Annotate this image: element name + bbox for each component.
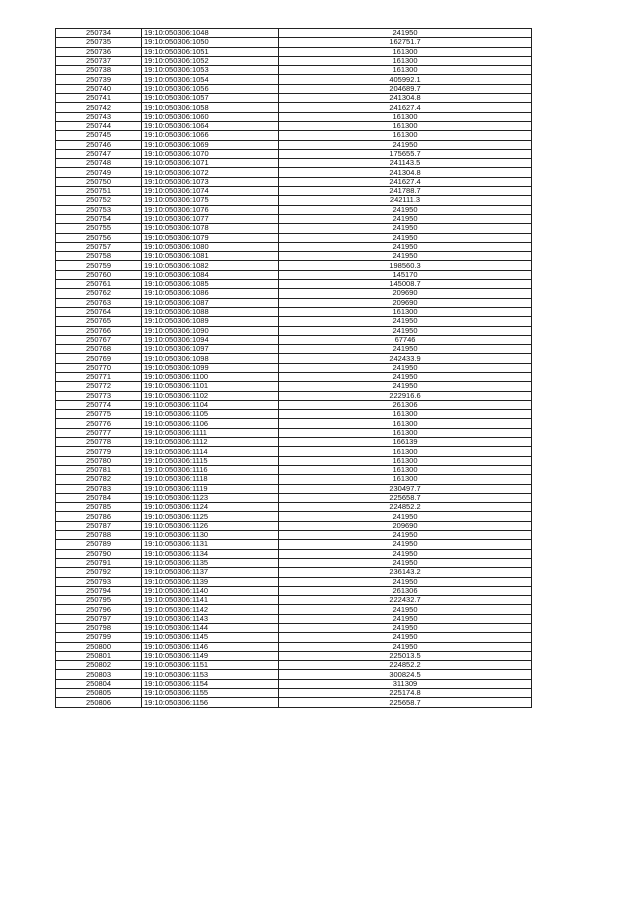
- cadastral-number-cell: 19:10:050306:1123: [142, 493, 279, 502]
- table-row: [56, 447, 532, 456]
- cadastral-number-cell: 19:10:050306:1077: [142, 214, 279, 223]
- value-cell: 161300: [279, 112, 532, 121]
- cadastral-number-cell: 19:10:050306:1142: [142, 605, 279, 614]
- row-number-cell: 250738: [56, 66, 142, 75]
- value-cell: 241950: [279, 382, 532, 391]
- table-row: [56, 335, 532, 344]
- value-cell: 241143.5: [279, 159, 532, 168]
- table-row: [56, 391, 532, 400]
- row-number-cell: 250773: [56, 391, 142, 400]
- cadastral-number-cell: 19:10:050306:1084: [142, 270, 279, 279]
- value-cell: 161300: [279, 419, 532, 428]
- table-row: [56, 624, 532, 633]
- table-row: [56, 121, 532, 130]
- value-cell: 161300: [279, 456, 532, 465]
- table-row: [56, 484, 532, 493]
- value-cell: 209690: [279, 521, 532, 530]
- row-number-cell: 250756: [56, 233, 142, 242]
- row-number-cell: 250772: [56, 382, 142, 391]
- cadastral-number-cell: 19:10:050306:1088: [142, 307, 279, 316]
- row-number-cell: 250745: [56, 131, 142, 140]
- cadastral-number-cell: 19:10:050306:1143: [142, 614, 279, 623]
- row-number-cell: 250769: [56, 354, 142, 363]
- value-cell: 161300: [279, 47, 532, 56]
- table-row: [56, 614, 532, 623]
- row-number-cell: 250802: [56, 661, 142, 670]
- table-row: [56, 205, 532, 214]
- value-cell: 241950: [279, 233, 532, 242]
- value-cell: 241950: [279, 29, 532, 38]
- cadastral-number-cell: 19:10:050306:1085: [142, 280, 279, 289]
- table-row: [56, 242, 532, 251]
- table-row: [56, 661, 532, 670]
- table-row: [56, 47, 532, 56]
- row-number-cell: 250749: [56, 168, 142, 177]
- table-row: [56, 670, 532, 679]
- cadastral-number-cell: 19:10:050306:1145: [142, 633, 279, 642]
- table-row: [56, 140, 532, 149]
- cadastral-number-cell: 19:10:050306:1149: [142, 651, 279, 660]
- table-row: [56, 372, 532, 381]
- table-row: [56, 261, 532, 270]
- cadastral-number-cell: 19:10:050306:1137: [142, 568, 279, 577]
- table-row: [56, 94, 532, 103]
- cadastral-number-cell: 19:10:050306:1080: [142, 242, 279, 251]
- table-row: [56, 354, 532, 363]
- cadastral-number-cell: 19:10:050306:1071: [142, 159, 279, 168]
- value-cell: 204689.7: [279, 84, 532, 93]
- cadastral-number-cell: 19:10:050306:1081: [142, 252, 279, 261]
- value-cell: 241304.8: [279, 94, 532, 103]
- value-cell: 241950: [279, 372, 532, 381]
- table-row: [56, 689, 532, 698]
- table-row: [56, 503, 532, 512]
- value-cell: 242111.3: [279, 196, 532, 205]
- row-number-cell: 250806: [56, 698, 142, 707]
- row-number-cell: 250761: [56, 280, 142, 289]
- row-number-cell: 250803: [56, 670, 142, 679]
- row-number-cell: 250785: [56, 503, 142, 512]
- row-number-cell: 250736: [56, 47, 142, 56]
- value-cell: 241950: [279, 242, 532, 251]
- cadastral-number-cell: 19:10:050306:1087: [142, 298, 279, 307]
- value-cell: 161300: [279, 465, 532, 474]
- cadastral-number-cell: 19:10:050306:1094: [142, 335, 279, 344]
- cadastral-number-cell: 19:10:050306:1048: [142, 29, 279, 38]
- table-row: [56, 233, 532, 242]
- cadastral-number-cell: 19:10:050306:1053: [142, 66, 279, 75]
- cadastral-number-cell: 19:10:050306:1153: [142, 670, 279, 679]
- row-number-cell: 250743: [56, 112, 142, 121]
- cadastral-number-cell: 19:10:050306:1131: [142, 540, 279, 549]
- table-row: [56, 419, 532, 428]
- table-row: [56, 66, 532, 75]
- value-cell: 67746: [279, 335, 532, 344]
- cadastral-number-cell: 19:10:050306:1052: [142, 56, 279, 65]
- cadastral-number-cell: 19:10:050306:1111: [142, 428, 279, 437]
- row-number-cell: 250751: [56, 187, 142, 196]
- value-cell: 161300: [279, 66, 532, 75]
- row-number-cell: 250765: [56, 317, 142, 326]
- value-cell: 241950: [279, 252, 532, 261]
- value-cell: 225658.7: [279, 698, 532, 707]
- value-cell: 241950: [279, 317, 532, 326]
- row-number-cell: 250771: [56, 372, 142, 381]
- cadastral-number-cell: 19:10:050306:1106: [142, 419, 279, 428]
- row-number-cell: 250786: [56, 512, 142, 521]
- table-row: [56, 270, 532, 279]
- row-number-cell: 250757: [56, 242, 142, 251]
- table-row: [56, 177, 532, 186]
- row-number-cell: 250768: [56, 345, 142, 354]
- row-number-cell: 250740: [56, 84, 142, 93]
- table-row: [56, 456, 532, 465]
- row-number-cell: 250750: [56, 177, 142, 186]
- table-row: [56, 382, 532, 391]
- table-row: [56, 363, 532, 372]
- cadastral-number-cell: 19:10:050306:1074: [142, 187, 279, 196]
- table-row: [56, 289, 532, 298]
- cadastral-number-cell: 19:10:050306:1073: [142, 177, 279, 186]
- row-number-cell: 250800: [56, 642, 142, 651]
- row-number-cell: 250758: [56, 252, 142, 261]
- value-cell: 405992.1: [279, 75, 532, 84]
- value-cell: 241950: [279, 214, 532, 223]
- value-cell: 161300: [279, 131, 532, 140]
- value-cell: 161300: [279, 121, 532, 130]
- table-row: [56, 512, 532, 521]
- table-row: [56, 84, 532, 93]
- cadastral-number-cell: 19:10:050306:1130: [142, 531, 279, 540]
- row-number-cell: 250798: [56, 624, 142, 633]
- value-cell: 241950: [279, 363, 532, 372]
- value-cell: 161300: [279, 56, 532, 65]
- value-cell: 241950: [279, 540, 532, 549]
- cadastral-number-cell: 19:10:050306:1104: [142, 400, 279, 409]
- row-number-cell: 250742: [56, 103, 142, 112]
- cadastral-number-cell: 19:10:050306:1105: [142, 410, 279, 419]
- table-row: [56, 29, 532, 38]
- value-cell: 161300: [279, 475, 532, 484]
- row-number-cell: 250760: [56, 270, 142, 279]
- value-cell: 241950: [279, 624, 532, 633]
- row-number-cell: 250796: [56, 605, 142, 614]
- table-body: [56, 29, 532, 708]
- value-cell: 145170: [279, 270, 532, 279]
- row-number-cell: 250801: [56, 651, 142, 660]
- cadastral-number-cell: 19:10:050306:1066: [142, 131, 279, 140]
- table-row: [56, 465, 532, 474]
- row-number-cell: 250791: [56, 558, 142, 567]
- value-cell: 241627.4: [279, 103, 532, 112]
- value-cell: 241950: [279, 140, 532, 149]
- cadastral-number-cell: 19:10:050306:1079: [142, 233, 279, 242]
- cadastral-number-cell: 19:10:050306:1076: [142, 205, 279, 214]
- table-row: [56, 679, 532, 688]
- value-cell: 241304.8: [279, 168, 532, 177]
- cadastral-number-cell: 19:10:050306:1050: [142, 38, 279, 47]
- table-row: [56, 605, 532, 614]
- table-row: [56, 252, 532, 261]
- row-number-cell: 250805: [56, 689, 142, 698]
- cadastral-number-cell: 19:10:050306:1101: [142, 382, 279, 391]
- value-cell: 241950: [279, 577, 532, 586]
- cadastral-number-cell: 19:10:050306:1154: [142, 679, 279, 688]
- table-row: [56, 577, 532, 586]
- cadastral-number-cell: 19:10:050306:1082: [142, 261, 279, 270]
- value-cell: 161300: [279, 428, 532, 437]
- value-cell: 166139: [279, 438, 532, 447]
- table-row: [56, 307, 532, 316]
- cadastral-number-cell: 19:10:050306:1126: [142, 521, 279, 530]
- table-row: [56, 521, 532, 530]
- table-row: [56, 493, 532, 502]
- cadastral-number-cell: 19:10:050306:1116: [142, 465, 279, 474]
- row-number-cell: 250763: [56, 298, 142, 307]
- cadastral-number-cell: 19:10:050306:1064: [142, 121, 279, 130]
- table-row: [56, 38, 532, 47]
- row-number-cell: 250788: [56, 531, 142, 540]
- table-row: [56, 326, 532, 335]
- row-number-cell: 250797: [56, 614, 142, 623]
- cadastral-number-cell: 19:10:050306:1135: [142, 558, 279, 567]
- cadastral-number-cell: 19:10:050306:1146: [142, 642, 279, 651]
- cadastral-number-cell: 19:10:050306:1060: [142, 112, 279, 121]
- row-number-cell: 250775: [56, 410, 142, 419]
- value-cell: 175655.7: [279, 149, 532, 158]
- value-cell: 198560.3: [279, 261, 532, 270]
- value-cell: 311309: [279, 679, 532, 688]
- cadastral-number-cell: 19:10:050306:1114: [142, 447, 279, 456]
- value-cell: 261306: [279, 586, 532, 595]
- row-number-cell: 250759: [56, 261, 142, 270]
- row-number-cell: 250741: [56, 94, 142, 103]
- value-cell: 162751.7: [279, 38, 532, 47]
- value-cell: 241950: [279, 558, 532, 567]
- row-number-cell: 250790: [56, 549, 142, 558]
- cadastral-number-cell: 19:10:050306:1086: [142, 289, 279, 298]
- cadastral-number-cell: 19:10:050306:1139: [142, 577, 279, 586]
- cadastral-number-cell: 19:10:050306:1140: [142, 586, 279, 595]
- cadastral-number-cell: 19:10:050306:1115: [142, 456, 279, 465]
- table-row: [56, 531, 532, 540]
- cadastral-number-cell: 19:10:050306:1097: [142, 345, 279, 354]
- table-row: [56, 298, 532, 307]
- table-row: [56, 131, 532, 140]
- value-cell: 224852.2: [279, 661, 532, 670]
- row-number-cell: 250735: [56, 38, 142, 47]
- cadastral-number-cell: 19:10:050306:1072: [142, 168, 279, 177]
- value-cell: 241788.7: [279, 187, 532, 196]
- value-cell: 300824.5: [279, 670, 532, 679]
- row-number-cell: 250734: [56, 29, 142, 38]
- row-number-cell: 250762: [56, 289, 142, 298]
- value-cell: 161300: [279, 447, 532, 456]
- value-cell: 241950: [279, 326, 532, 335]
- value-cell: 241950: [279, 549, 532, 558]
- row-number-cell: 250753: [56, 205, 142, 214]
- cadastral-number-cell: 19:10:050306:1069: [142, 140, 279, 149]
- row-number-cell: 250747: [56, 149, 142, 158]
- cadastral-number-cell: 19:10:050306:1075: [142, 196, 279, 205]
- value-cell: 241950: [279, 512, 532, 521]
- value-cell: 236143.2: [279, 568, 532, 577]
- cadastral-number-cell: 19:10:050306:1089: [142, 317, 279, 326]
- cadastral-number-cell: 19:10:050306:1134: [142, 549, 279, 558]
- cadastral-number-cell: 19:10:050306:1099: [142, 363, 279, 372]
- cadastral-number-cell: 19:10:050306:1124: [142, 503, 279, 512]
- value-cell: 241950: [279, 614, 532, 623]
- cadastral-number-cell: 19:10:050306:1090: [142, 326, 279, 335]
- cadastral-number-cell: 19:10:050306:1098: [142, 354, 279, 363]
- row-number-cell: 250752: [56, 196, 142, 205]
- cadastral-number-cell: 19:10:050306:1051: [142, 47, 279, 56]
- value-cell: 222432.7: [279, 596, 532, 605]
- value-cell: 161300: [279, 307, 532, 316]
- cadastral-number-cell: 19:10:050306:1058: [142, 103, 279, 112]
- cadastral-number-cell: 19:10:050306:1102: [142, 391, 279, 400]
- cadastral-number-cell: 19:10:050306:1151: [142, 661, 279, 670]
- value-cell: 225013.5: [279, 651, 532, 660]
- value-cell: 222916.6: [279, 391, 532, 400]
- table-row: [56, 549, 532, 558]
- cadastral-number-cell: 19:10:050306:1070: [142, 149, 279, 158]
- row-number-cell: 250780: [56, 456, 142, 465]
- table-row: [56, 428, 532, 437]
- row-number-cell: 250794: [56, 586, 142, 595]
- row-number-cell: 250744: [56, 121, 142, 130]
- table-row: [56, 400, 532, 409]
- value-cell: 241950: [279, 345, 532, 354]
- cadastral-number-cell: 19:10:050306:1125: [142, 512, 279, 521]
- row-number-cell: 250767: [56, 335, 142, 344]
- row-number-cell: 250774: [56, 400, 142, 409]
- value-cell: 241950: [279, 633, 532, 642]
- row-number-cell: 250778: [56, 438, 142, 447]
- row-number-cell: 250784: [56, 493, 142, 502]
- cadastral-number-cell: 19:10:050306:1056: [142, 84, 279, 93]
- row-number-cell: 250789: [56, 540, 142, 549]
- cadastral-number-cell: 19:10:050306:1118: [142, 475, 279, 484]
- table-row: [56, 224, 532, 233]
- cadastral-number-cell: 19:10:050306:1078: [142, 224, 279, 233]
- cadastral-number-cell: 19:10:050306:1141: [142, 596, 279, 605]
- value-cell: 209690: [279, 298, 532, 307]
- table-row: [56, 280, 532, 289]
- data-table: [55, 28, 532, 708]
- row-number-cell: 250781: [56, 465, 142, 474]
- row-number-cell: 250787: [56, 521, 142, 530]
- table-row: [56, 56, 532, 65]
- row-number-cell: 250746: [56, 140, 142, 149]
- table-row: [56, 345, 532, 354]
- cadastral-number-cell: 19:10:050306:1155: [142, 689, 279, 698]
- row-number-cell: 250739: [56, 75, 142, 84]
- cadastral-number-cell: 19:10:050306:1057: [142, 94, 279, 103]
- value-cell: 225174.8: [279, 689, 532, 698]
- cadastral-number-cell: 19:10:050306:1112: [142, 438, 279, 447]
- table-row: [56, 698, 532, 707]
- row-number-cell: 250782: [56, 475, 142, 484]
- value-cell: 241950: [279, 224, 532, 233]
- row-number-cell: 250792: [56, 568, 142, 577]
- row-number-cell: 250764: [56, 307, 142, 316]
- cadastral-number-cell: 19:10:050306:1100: [142, 372, 279, 381]
- table-row: [56, 103, 532, 112]
- cadastral-number-cell: 19:10:050306:1119: [142, 484, 279, 493]
- table-row: [56, 112, 532, 121]
- value-cell: 230497.7: [279, 484, 532, 493]
- value-cell: 209690: [279, 289, 532, 298]
- cadastral-number-cell: 19:10:050306:1054: [142, 75, 279, 84]
- value-cell: 261306: [279, 400, 532, 409]
- row-number-cell: 250754: [56, 214, 142, 223]
- cadastral-number-cell: 19:10:050306:1156: [142, 698, 279, 707]
- row-number-cell: 250755: [56, 224, 142, 233]
- table-row: [56, 410, 532, 419]
- row-number-cell: 250783: [56, 484, 142, 493]
- table-row: [56, 196, 532, 205]
- value-cell: 224852.2: [279, 503, 532, 512]
- row-number-cell: 250737: [56, 56, 142, 65]
- table-row: [56, 633, 532, 642]
- table-row: [56, 558, 532, 567]
- row-number-cell: 250804: [56, 679, 142, 688]
- table-row: [56, 596, 532, 605]
- table-row: [56, 438, 532, 447]
- table-row: [56, 586, 532, 595]
- table-row: [56, 149, 532, 158]
- value-cell: 145008.7: [279, 280, 532, 289]
- row-number-cell: 250748: [56, 159, 142, 168]
- value-cell: 241950: [279, 642, 532, 651]
- table-row: [56, 168, 532, 177]
- value-cell: 241627.4: [279, 177, 532, 186]
- table-row: [56, 75, 532, 84]
- table-row: [56, 159, 532, 168]
- value-cell: 161300: [279, 410, 532, 419]
- value-cell: 241950: [279, 605, 532, 614]
- row-number-cell: 250766: [56, 326, 142, 335]
- table-row: [56, 642, 532, 651]
- row-number-cell: 250779: [56, 447, 142, 456]
- cadastral-number-cell: 19:10:050306:1144: [142, 624, 279, 633]
- table-row: [56, 187, 532, 196]
- value-cell: 242433.9: [279, 354, 532, 363]
- row-number-cell: 250799: [56, 633, 142, 642]
- table-row: [56, 317, 532, 326]
- value-cell: 241950: [279, 531, 532, 540]
- table-row: [56, 568, 532, 577]
- table-row: [56, 214, 532, 223]
- row-number-cell: 250777: [56, 428, 142, 437]
- value-cell: 225658.7: [279, 493, 532, 502]
- row-number-cell: 250795: [56, 596, 142, 605]
- table-row: [56, 651, 532, 660]
- row-number-cell: 250770: [56, 363, 142, 372]
- row-number-cell: 250776: [56, 419, 142, 428]
- table-row: [56, 540, 532, 549]
- table-row: [56, 475, 532, 484]
- row-number-cell: 250793: [56, 577, 142, 586]
- value-cell: 241950: [279, 205, 532, 214]
